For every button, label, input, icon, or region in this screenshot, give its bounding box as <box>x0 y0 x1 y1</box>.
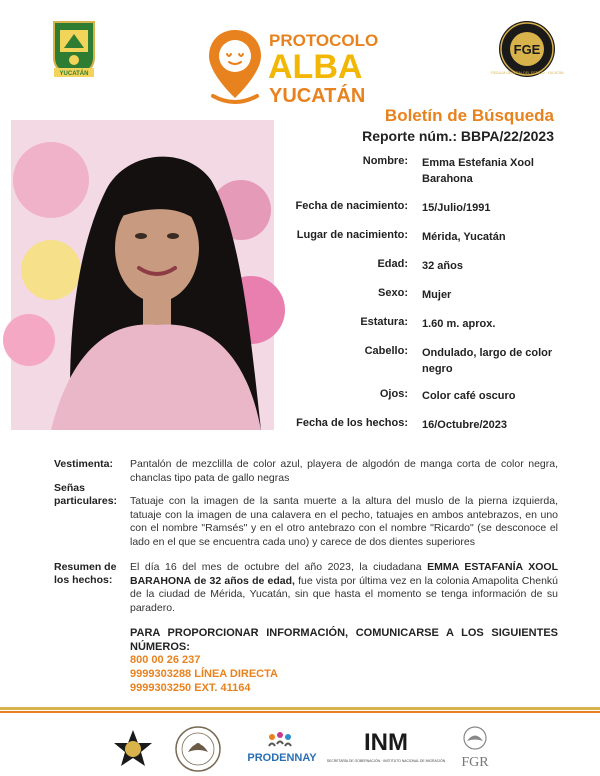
field-value-hair: Ondulado, largo de color negro <box>422 347 553 375</box>
contact-phone-1: 800 00 26 237 <box>130 654 201 666</box>
field-label-name: Nombre: <box>362 155 408 167</box>
field-value-birth-date: 15/Julio/1991 <box>422 202 491 214</box>
field-value-name: Emma Estefania Xool Barahona <box>422 157 534 185</box>
logo-line1: PROTOCOLO <box>269 31 379 50</box>
logo-line2: ALBA <box>268 48 363 86</box>
fge-seal-logo <box>490 20 564 78</box>
field-label-birth-place: Lugar de nacimiento: <box>296 229 408 241</box>
field-label-height: Estatura: <box>360 316 408 328</box>
marks-text: Tatuaje con la imagen de la santa muerte a la altura del muslo de la pierna izquierda, tatuaje con la imagen de una calavera en el pecho, tatuajes en ambos antebrazos, en uno con el nombre "Ramsés" y en el otro antebrazo con el nombre "Ricardo" (se desconoce el lado en el que se encuentra cada uno) y carece de dos dientes superiores <box>130 495 558 548</box>
shield-caption: YUCATÁN <box>59 71 89 77</box>
divider-gold <box>0 707 600 710</box>
logo-line3: YUCATÁN <box>269 85 366 107</box>
protocolo-alba-logo <box>205 24 385 110</box>
contact-phone-3: 9999303250 EXT. 41164 <box>130 682 251 694</box>
inm-text: INM <box>364 729 408 756</box>
summary-label <box>54 561 124 587</box>
field-label-birth-date: Fecha de nacimiento: <box>295 200 408 212</box>
prodennay-text: PRODENNAY <box>247 752 317 764</box>
field-label-sex: Sexo: <box>378 287 408 299</box>
field-value-sex: Mujer <box>422 289 452 301</box>
clothing-text: Pantalón de mezclilla de color azul, playera de algodón de manga corta de color negra, chanclas tipo pata de gallo negras <box>130 458 558 484</box>
field-value-eyes: Color café oscuro <box>422 390 516 402</box>
fgr-logo <box>448 724 502 772</box>
field-value-height: 1.60 m. aprox. <box>422 318 496 330</box>
prodennay-logo <box>242 728 322 768</box>
field-label-eyes: Ojos: <box>379 388 408 400</box>
contact-phone-2: 9999303288 LÍNEA DIRECTA <box>130 668 278 680</box>
report-number: Reporte núm.: BBPA/22/2023 <box>362 128 554 144</box>
summary-text <box>130 561 558 615</box>
divider-orange <box>0 711 600 713</box>
field-label-incident-date: Fecha de los hechos: <box>296 417 408 429</box>
field-value-birth-place: Mérida, Yucatán <box>422 231 506 243</box>
summary-text-part1: El día 16 del mes de octubre del año 2023, la ciudadana <box>130 561 428 573</box>
inm-logo <box>326 726 446 770</box>
field-value-age: 32 años <box>422 260 463 272</box>
seal-text: FGE <box>513 42 541 57</box>
police-star-logo <box>112 728 154 770</box>
marks-label <box>54 482 124 508</box>
national-emblem-seal <box>175 726 221 772</box>
field-label-hair: Cabello: <box>364 345 408 357</box>
yucatan-coat-of-arms-logo <box>52 20 96 78</box>
inm-caption: SECRETARÍA DE GOBERNACIÓN · INSTITUTO NACIONAL DE MIGRACIÓN <box>326 759 446 763</box>
summary-text-part2: fue vista por última vez en la colonia Amapolita Chenkú de la ciudad de Mérida, Yucatán, sin que hasta el momento se tenga información de su paradero. <box>130 574 558 614</box>
clothing-label: Vestimenta: <box>54 458 113 470</box>
summary-text-bold: EMMA ESTAFANÍA XOOL BARAHONA de 32 años de edad, <box>130 561 558 587</box>
bulletin-title: Boletín de Búsqueda <box>384 106 554 125</box>
summary-label-line2: los hechos: <box>54 574 113 586</box>
marks-label-line2: particulares: <box>54 495 118 507</box>
summary-label-line1: Resumen de <box>54 561 117 573</box>
seal-ring-text: FISCALÍA GENERAL DEL ESTADO · YUCATÁN <box>490 71 564 75</box>
fgr-text: FGR <box>461 755 489 770</box>
contact-heading: PARA PROPORCIONAR INFORMACIÓN, COMUNICARSE A LOS SIGUIENTES NÚMEROS: <box>130 627 558 653</box>
field-label-age: Edad: <box>377 258 408 270</box>
marks-label-line1: Señas <box>54 482 85 494</box>
field-value-incident-date: 16/Octubre/2023 <box>422 419 507 431</box>
